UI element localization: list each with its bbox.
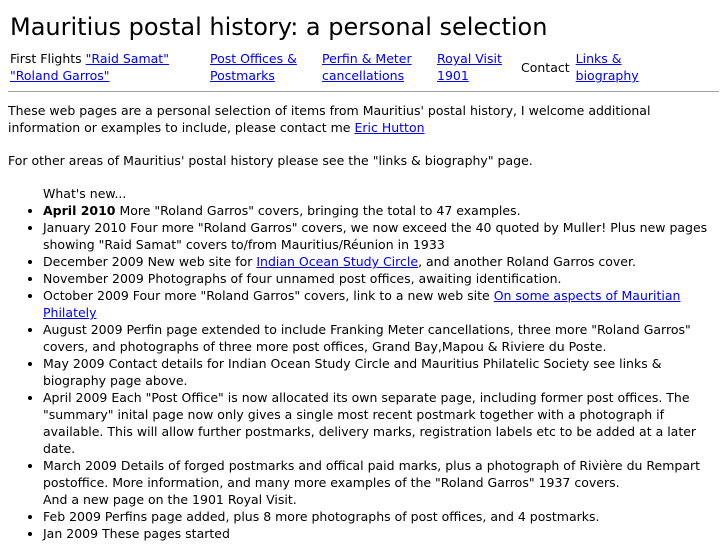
divider [8, 91, 719, 92]
news-item-text: , and another Roland Garros cover. [418, 254, 636, 269]
page-title: Mauritius postal history: a personal selection [10, 13, 548, 41]
nav-first-flights-label: First Flights [10, 51, 82, 66]
news-item: • January 2010 Four more "Roland Garros" covers, we now exceed the 40 quoted by Muller! Plus new pages showing "Raid Samat" covers to/from Mauritius/Réunion in 1933 [43, 219, 719, 253]
nav-royal-line1: Royal Visit [437, 51, 502, 66]
link-mauritian-philately[interactable]: On some aspects of Mauritian Philately [43, 288, 681, 320]
news-item: • Jan 2009 These pages started [43, 525, 719, 542]
news-item [43, 287, 719, 321]
nav-bar [8, 50, 647, 84]
nav-link-roland-garros[interactable]: "Roland Garros" [10, 68, 110, 83]
nav-link-links-biography[interactable] [576, 51, 639, 83]
nav-links-line1: Links & [575, 51, 622, 66]
news-item-text-line2: And a new page on the 1901 Royal Visit. [43, 492, 297, 507]
news-list [8, 202, 719, 542]
nav-post-offices-line1: Post Offices & [210, 51, 297, 66]
nav-post-offices [208, 50, 320, 84]
news-item [43, 202, 719, 219]
nav-perfin [320, 50, 435, 84]
nav-link-perfin[interactable] [322, 51, 412, 83]
contact-link-eric-hutton[interactable]: Eric Hutton [354, 120, 425, 135]
nav-links [574, 50, 647, 84]
nav-contact: Contact [521, 59, 570, 75]
news-item-text: March 2009 Details of forged postmarks and offical paid marks, plus a photograph of Rivière du Rempart postoffice. More information, and many more examples of the "Roland Garros" 1937 covers. [43, 458, 701, 490]
news-item-text: December 2009 New web site for [43, 254, 257, 269]
intro-text: These web pages are a personal selection of items from Mauritius' postal history, I welcome additional information or examples to include, please contact me [8, 103, 651, 135]
whats-new-heading: What's new... [43, 186, 127, 201]
nav-link-royal-visit[interactable] [437, 51, 502, 83]
news-item: • Feb 2009 Perfins page added, plus 8 more photographs of post offices, and 4 postmarks. [43, 508, 719, 525]
nav-royal-line2: 1901 [437, 68, 469, 83]
nav-link-post-offices[interactable] [210, 51, 297, 83]
news-item: • May 2009 Contact details for Indian Ocean Study Circle and Mauritius Philatelic Society see links & biography page above. [43, 355, 719, 389]
news-item [43, 457, 719, 508]
nav-link-raid-samat[interactable]: "Raid Samat" [85, 51, 169, 66]
other-areas-paragraph: For other areas of Mauritius' postal history please see the "links & biography" page. [8, 153, 533, 168]
news-item-text: October 2009 Four more "Roland Garros" covers, link to a new web site [43, 288, 494, 303]
news-item-text: More "Roland Garros" covers, bringing the total to 47 examples. [115, 203, 521, 218]
link-indian-ocean-study-circle[interactable]: Indian Ocean Study Circle [256, 254, 419, 269]
nav-royal-visit [435, 50, 519, 84]
news-item: • April 2009 Each "Post Office" is now allocated its own separate page, including former post offices. The "summary" inital page now only gives a single most recent postmark together with a photograph if available. This will allow further postmarks, delivery marks, registration labels etc to be added at a later date. [43, 389, 719, 457]
news-item: • November 2009 Photographs of four unnamed post offices, awaiting identification. [43, 270, 719, 287]
news-item [43, 253, 719, 270]
news-item-date: April 2010 [43, 203, 116, 218]
nav-links-line2: biography [575, 68, 639, 83]
nav-post-offices-line2: Postmarks [210, 68, 275, 83]
nav-first-flights [8, 50, 208, 84]
intro-paragraph [8, 102, 719, 136]
nav-perfin-line2: cancellations [322, 68, 405, 83]
nav-perfin-line1: Perfin & Meter [322, 51, 412, 66]
news-item: • August 2009 Perfin page extended to include Franking Meter cancellations, three more "Roland Garros" covers, and photographs of three more post offices, Grand Bay,Mapou & Riviere du Poste. [43, 321, 719, 355]
